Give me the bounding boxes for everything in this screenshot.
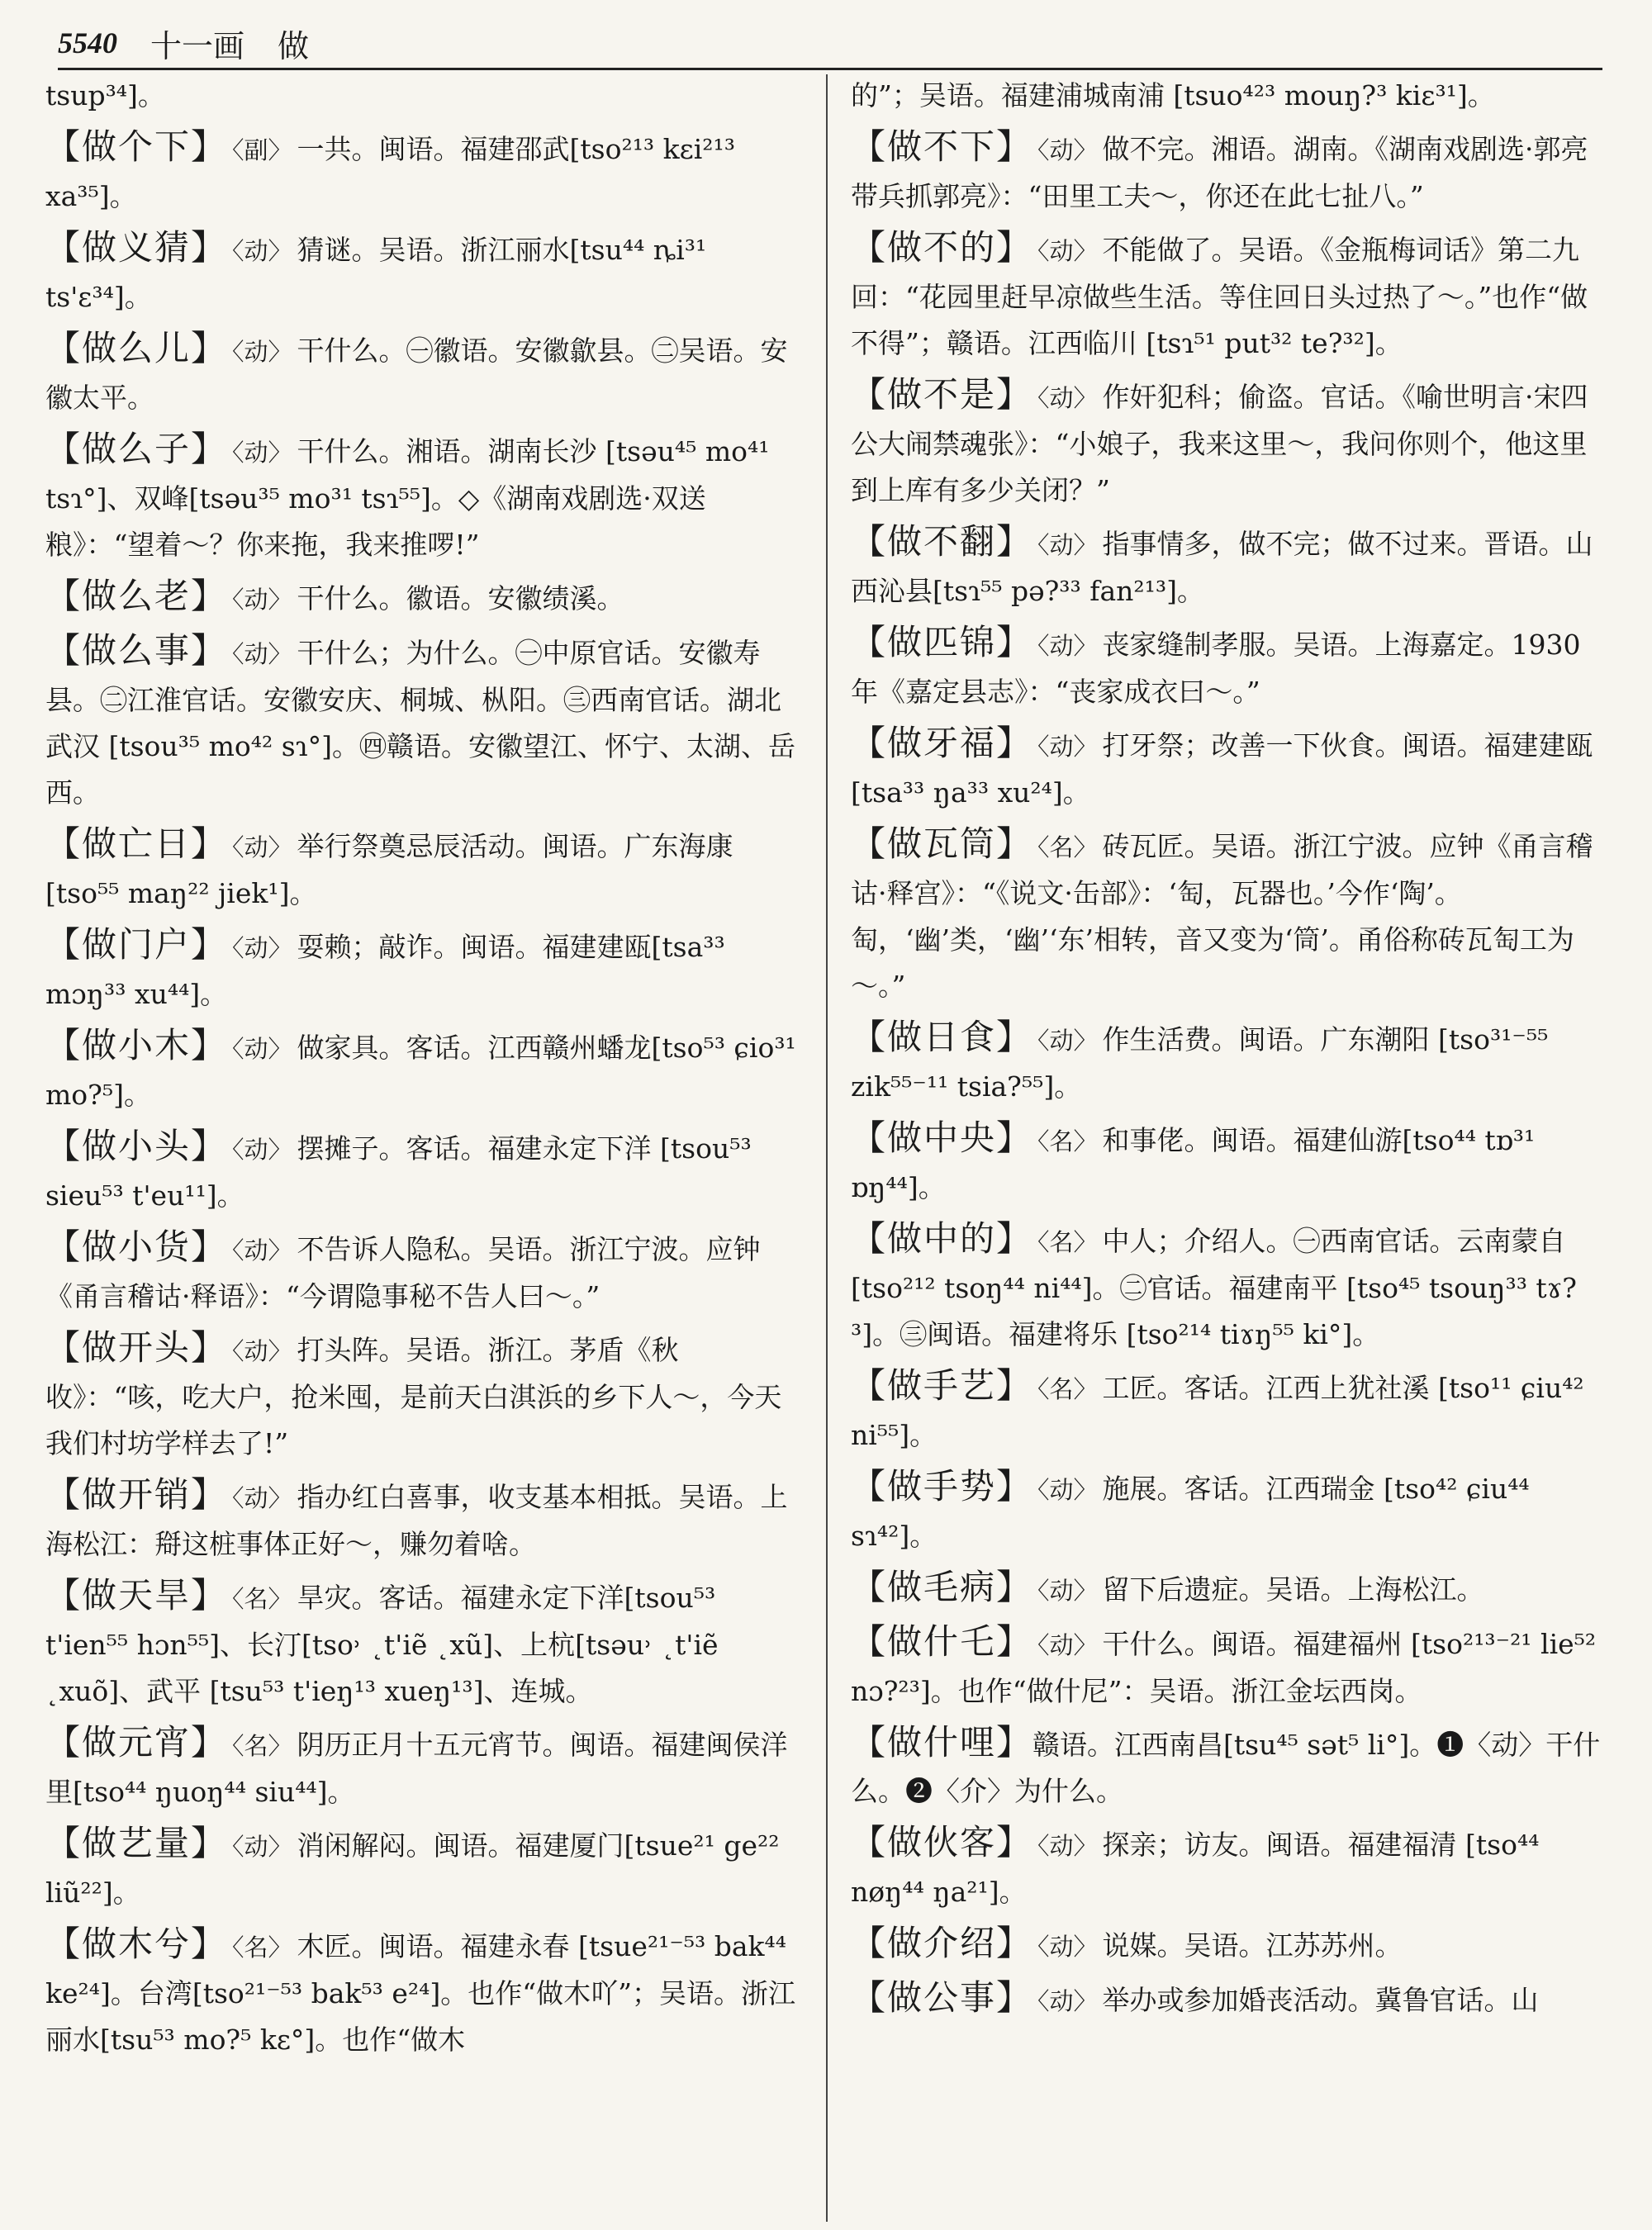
- entry-definition: 阴历正月十五元宵节。闽语。福建闽侯洋里[tso⁴⁴ ŋuoŋ⁴⁴ siu⁴⁴]。: [45, 1729, 788, 1808]
- entry-continuation: [851, 73, 1607, 119]
- part-of-speech: 〈动〉: [1037, 1577, 1098, 1605]
- part-of-speech: 〈名〉: [1037, 1228, 1098, 1256]
- part-of-speech: 〈动〉: [1037, 237, 1098, 265]
- entry-definition: tsup³⁴]。: [45, 79, 165, 112]
- entry-definition: 干什么。闽语。福建福州 [tso²¹³⁻²¹ lie⁵² nɔ?²³]。也作“做什尼”：吴语。浙江金坛西岗。: [851, 1628, 1597, 1707]
- part-of-speech: 〈动〉: [1037, 1933, 1098, 1961]
- dictionary-entry: [851, 1975, 1607, 2024]
- dictionary-entry: [45, 922, 801, 1018]
- part-of-speech: 〈动〉: [232, 640, 292, 668]
- entry-headword: 【做毛病】: [851, 1567, 1033, 1607]
- dictionary-entry: [851, 1820, 1607, 1915]
- part-of-speech: 〈动〉: [1037, 1476, 1098, 1504]
- entry-definition: 举办或参加婚丧活动。冀鲁官话。山: [1102, 1984, 1539, 2016]
- part-of-speech: 〈动〉: [1037, 1631, 1098, 1659]
- entry-definition: 木匠。闽语。福建永春 [tsue²¹⁻⁵³ bak⁴⁴ ke²⁴]。台湾[tso²¹⁻⁵³ bak⁵³ e²⁴]。也作“做木吖”；吴语。浙江丽水[tsu⁵³ mo?⁵ kɛ°]。也作“做木: [45, 1930, 795, 2056]
- entry-definition: 摆摊子。客话。福建永定下洋 [tsou⁵³ sieu⁵³ t'eu¹¹]。: [45, 1132, 752, 1212]
- right-column: [851, 73, 1607, 2029]
- entry-definition: 干什么。㊀徽语。安徽歙县。㊁吴语。安徽太平。: [45, 334, 788, 414]
- dictionary-entry: [45, 225, 801, 320]
- entry-definition: 工匠。客话。江西上犹社溪 [tso¹¹ ɕiu⁴² ni⁵⁵]。: [851, 1372, 1584, 1451]
- part-of-speech: 〈动〉: [1037, 531, 1098, 559]
- entry-definition: 探亲；访友。闽语。福建福清 [tso⁴⁴ nøŋ⁴⁴ ŋa²¹]。: [851, 1829, 1540, 1908]
- part-of-speech: 〈名〉: [1037, 833, 1098, 861]
- part-of-speech: 〈动〉: [232, 237, 292, 265]
- entry-definition: 做不完。湘语。湖南。《湖南戏剧选·郭亮带兵抓郭亮》：“田里工夫～，你还在此七扯八。”: [851, 133, 1588, 212]
- entry-headword: 【做介绍】: [851, 1923, 1033, 1963]
- entry-definition: 不告诉人隐私。吴语。浙江宁波。应钟《甬言稽诂·释语》：“今谓隐事秘不告人曰～。”: [45, 1233, 761, 1312]
- part-of-speech: 〈动〉: [232, 1833, 292, 1861]
- entry-headword: 【做手艺】: [851, 1365, 1033, 1406]
- part-of-speech: 〈动〉: [232, 833, 292, 861]
- dictionary-entry: [851, 225, 1607, 367]
- part-of-speech: 〈名〉: [232, 1585, 292, 1613]
- entry-headword: 【做公事】: [851, 1977, 1033, 2018]
- dictionary-entry: [45, 628, 801, 816]
- entry-definition: 和事佬。闽语。福建仙游[tso⁴⁴ tɒ³¹ ɒŋ⁴⁴]。: [851, 1124, 1536, 1203]
- dictionary-entry: [45, 325, 801, 421]
- entry-headword: 【做开头】: [45, 1327, 228, 1368]
- part-of-speech: 〈动〉: [232, 1035, 292, 1063]
- dictionary-entry: [45, 124, 801, 220]
- entry-definition: 留下后遗症。吴语。上海松江。: [1102, 1573, 1484, 1606]
- entry-definition: 打头阵。吴语。浙江。茅盾《秋收》：“咳，吃大户，抢米囤，是前天白淇浜的乡下人～，今天我们村坊学样去了!”: [45, 1334, 782, 1459]
- entry-definition: 作奸犯科；偷盗。官话。《喻世明言·宋四公大闹禁魂张》：“小娘子，我来这里～，我问你则个，他这里到上库有多少关闭？”: [851, 381, 1588, 506]
- entry-definition: 的”；吴语。福建浦城南浦 [tsuo⁴²³ mouŋ?³ kiɛ³¹]。: [851, 79, 1495, 112]
- entry-headword: 【做不下】: [851, 126, 1033, 167]
- entry-headword: 【做么事】: [45, 630, 228, 671]
- entry-headword: 【做瓦筒】: [851, 823, 1033, 864]
- dictionary-entry: [45, 1720, 801, 1815]
- dictionary-entry: [851, 821, 1607, 1009]
- part-of-speech: 〈动〉: [232, 439, 292, 467]
- entry-definition: 施展。客话。江西瑞金 [tso⁴² ɕiu⁴⁴ sɿ⁴²]。: [851, 1473, 1530, 1552]
- part-of-speech: 〈动〉: [1037, 632, 1098, 660]
- dictionary-entry: [851, 1564, 1607, 1614]
- entry-definition: 说媒。吴语。江苏苏州。: [1102, 1929, 1403, 1962]
- dictionary-entry: [45, 1573, 801, 1715]
- dictionary-entry: [851, 372, 1607, 514]
- entry-headword: 【做不的】: [851, 227, 1033, 268]
- entry-definition: 旱灾。客话。福建永定下洋[tsou⁵³ t'ien⁵⁵ hɔn⁵⁵]、长汀[tso˒ ˛t'iẽ ˛xũ]、上杭[tsəu˒ ˛t'iẽ ˛xuõ]、武平 [tsu⁵³ t'ieŋ¹³ xueŋ¹³]、连城。: [45, 1582, 719, 1707]
- page-number: 5540: [58, 26, 117, 59]
- part-of-speech: 〈名〉: [232, 1732, 292, 1760]
- part-of-speech: 〈名〉: [1037, 1127, 1098, 1155]
- page-header: [58, 18, 1611, 68]
- dictionary-entry: [45, 1224, 801, 1320]
- part-of-speech: 〈动〉: [232, 1484, 292, 1512]
- entry-continuation: [45, 73, 801, 119]
- dictionary-entry: [851, 1464, 1607, 1559]
- dictionary-entry: [45, 1123, 801, 1219]
- dictionary-entry: [851, 1619, 1607, 1715]
- dictionary-entry: [45, 573, 801, 623]
- dictionary-entry: [851, 1014, 1607, 1110]
- dictionary-entry: [45, 1325, 801, 1467]
- entry-definition: 砖瓦匠。吴语。浙江宁波。应钟《甬言稽诂·释宫》：“《说文·缶部》：‘匋，瓦器也。’今作‘陶’。匋，‘幽’类，‘幽’‘东’相转，音又变为‘筒’。甬俗称砖瓦匋工为～。”: [851, 830, 1593, 1002]
- entry-headword: 【做么子】: [45, 429, 228, 469]
- part-of-speech: 〈动〉: [1037, 733, 1098, 761]
- entry-headword: 【做中央】: [851, 1117, 1033, 1158]
- entry-definition: 不能做了。吴语。《金瓶梅词话》第二九回：“花园里赶早凉做些生活。等住回日头过热了～。”也作“做不得”；赣语。江西临川 [tsɿ⁵¹ put³² te?³²]。: [851, 234, 1588, 359]
- dictionary-entry: [851, 1216, 1607, 1358]
- dictionary-entry: [45, 821, 801, 917]
- entry-headword: 【做什乇】: [851, 1621, 1033, 1662]
- entry-definition: 猜谜。吴语。浙江丽水[tsu⁴⁴ ȵi³¹ ts'ɛ³⁴]。: [45, 234, 707, 313]
- part-of-speech: 〈名〉: [232, 1933, 292, 1962]
- dictionary-entry: [45, 1022, 801, 1118]
- part-of-speech: 〈动〉: [232, 1136, 292, 1164]
- part-of-speech: 〈副〉: [232, 136, 292, 164]
- dictionary-entry: [851, 720, 1607, 816]
- part-of-speech: 〈动〉: [232, 934, 292, 962]
- entry-definition: 干什么；为什么。㊀中原官话。安徽寿县。㊁江淮官话。安徽安庆、桐城、枞阳。㊂西南官话。湖北武汉 [tsou³⁵ mo⁴² sɿ°]。㊃赣语。安徽望江、怀宁、太湖、岳西。: [45, 637, 795, 809]
- entry-headword: 【做小木】: [45, 1025, 228, 1065]
- entry-headword: 【做么老】: [45, 576, 228, 616]
- entry-headword: 【做艺量】: [45, 1823, 228, 1863]
- header-rule: [58, 68, 1602, 70]
- section-label: 十一画: [150, 27, 245, 64]
- left-column: [45, 73, 801, 2068]
- dictionary-entry: [851, 124, 1607, 220]
- dictionary-entry: [45, 1472, 801, 1568]
- entry-definition: 指事情多，做不完；做不过来。晋语。山西沁县[tsɿ⁵⁵ pə?³³ fan²¹³]。: [851, 528, 1593, 607]
- part-of-speech: 〈动〉: [1037, 1832, 1098, 1860]
- part-of-speech: 〈动〉: [232, 338, 292, 366]
- entry-headword: 【做亡日】: [45, 823, 228, 864]
- dictionary-entry: [851, 519, 1607, 614]
- entry-headword: 【做不是】: [851, 374, 1033, 415]
- entry-definition: 作生活费。闽语。广东潮阳 [tso³¹⁻⁵⁵ zik⁵⁵⁻¹¹ tsia?⁵⁵]。: [851, 1023, 1549, 1103]
- entry-headword: 【做天旱】: [45, 1575, 228, 1616]
- entry-headword: 【做伙客】: [851, 1822, 1033, 1862]
- column-divider: [826, 74, 828, 2222]
- part-of-speech: 〈动〉: [232, 1236, 292, 1264]
- entry-definition: 一共。闽语。福建邵武[tso²¹³ kɛi²¹³ xa³⁵]。: [45, 133, 735, 212]
- entry-headword: 【做日食】: [851, 1017, 1033, 1057]
- entry-headword: 【做门户】: [45, 924, 228, 965]
- entry-headword: 【做元宵】: [45, 1722, 228, 1763]
- entry-definition: 干什么。湘语。湖南长沙 [tsəu⁴⁵ mo⁴¹ tsɿ°]、双峰[tsəu³⁵ mo³¹ tsɿ⁵⁵]。◇《湖南戏剧选·双送粮》：“望着～？你来拖，我来推啰!”: [45, 435, 770, 561]
- entry-headword: 【做中的】: [851, 1218, 1033, 1259]
- entry-headword: 【做义猜】: [45, 227, 228, 268]
- dictionary-entry: [851, 619, 1607, 715]
- entry-headword: 【做个下】: [45, 126, 228, 167]
- index-character: 做: [278, 27, 310, 64]
- entry-definition: 打牙祭；改善一下伙食。闽语。福建建瓯[tsa³³ ŋa³³ xu²⁴]。: [851, 729, 1593, 809]
- entry-definition: 赣语。江西南昌[tsu⁴⁵ sət⁵ li°]。❶〈动〉干什么。❷〈介〉为什么。: [851, 1729, 1601, 1807]
- dictionary-entry: [851, 1115, 1607, 1211]
- part-of-speech: 〈动〉: [1037, 1027, 1098, 1055]
- entry-headword: 【做开销】: [45, 1474, 228, 1515]
- dictionary-entry: [851, 1720, 1607, 1815]
- part-of-speech: 〈动〉: [1037, 1987, 1098, 2015]
- part-of-speech: 〈名〉: [1037, 1375, 1098, 1403]
- dictionary-entry: [45, 426, 801, 568]
- entry-definition: 消闲解闷。闽语。福建厦门[tsue²¹ ge²² liũ²²]。: [45, 1829, 780, 1909]
- entry-headword: 【做不翻】: [851, 521, 1033, 562]
- entry-definition: 耍赖；敲诈。闽语。福建建瓯[tsa³³ mɔŋ³³ xu⁴⁴]。: [45, 931, 725, 1010]
- part-of-speech: 〈动〉: [232, 586, 292, 614]
- entry-definition: 做家具。客话。江西赣州蟠龙[tso⁵³ ɕio³¹ mo?⁵]。: [45, 1032, 796, 1111]
- entry-definition: 指办红白喜事，收支基本相抵。吴语。上海松江：搿这桩事体正好～，赚勿着啥。: [45, 1481, 788, 1560]
- dictionary-entry: [45, 1820, 801, 1916]
- entry-headword: 【做小头】: [45, 1126, 228, 1166]
- entry-headword: 【做么儿】: [45, 328, 228, 368]
- entry-definition: 干什么。徽语。安徽绩溪。: [297, 582, 624, 614]
- part-of-speech: 〈动〉: [232, 1337, 292, 1365]
- part-of-speech: 〈动〉: [1037, 384, 1098, 412]
- entry-headword: 【做木兮】: [45, 1924, 228, 1964]
- entry-definition: 中人；介绍人。㊀西南官话。云南蒙自 [tso²¹² tsoŋ⁴⁴ ni⁴⁴]。㊁官话。福建南平 [tso⁴⁵ tsouŋ³³ tɤ?³]。㊂闽语。福建将乐 [tso²¹⁴ tiɤŋ⁵⁵ ki°]。: [851, 1225, 1577, 1350]
- entry-headword: 【做匹锦】: [851, 622, 1033, 662]
- entry-headword: 【做手势】: [851, 1466, 1033, 1506]
- entry-headword: 【做小货】: [45, 1226, 228, 1267]
- dictionary-entry: [45, 1921, 801, 2063]
- entry-definition: 举行祭奠忌辰活动。闽语。广东海康 [tso⁵⁵ maŋ²² jiek¹]。: [45, 830, 733, 909]
- dictionary-entry: [851, 1920, 1607, 1970]
- dictionary-entry: [851, 1363, 1607, 1459]
- entry-headword: 【做什哩】: [851, 1722, 1033, 1763]
- entry-definition: 丧家缝制孝服。吴语。上海嘉定。1930年《嘉定县志》：“丧家成衣曰～。”: [851, 629, 1581, 708]
- entry-headword: 【做牙福】: [851, 723, 1033, 763]
- part-of-speech: 〈动〉: [1037, 136, 1098, 164]
